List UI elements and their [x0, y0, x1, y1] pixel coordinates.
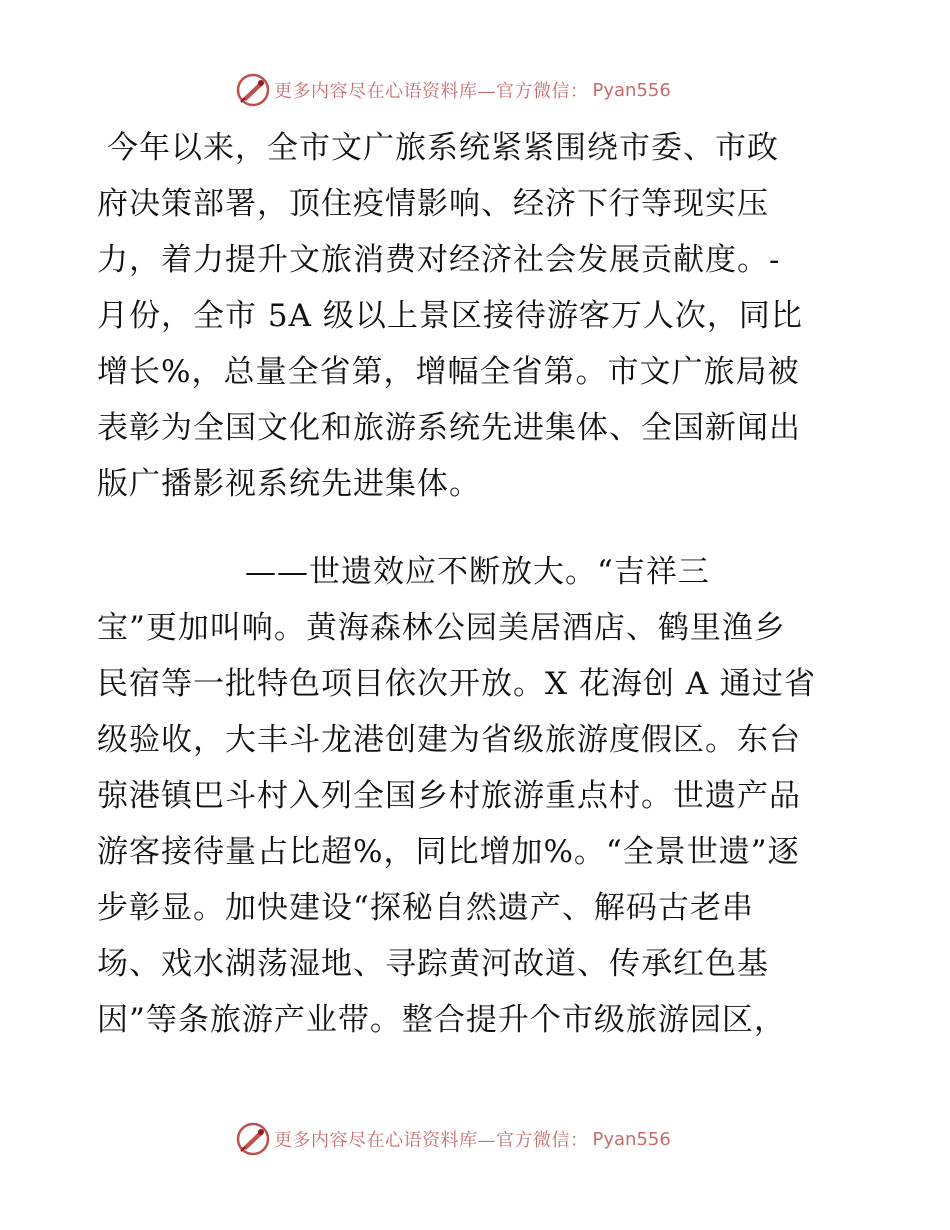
- library-logo-icon: [236, 1122, 270, 1156]
- text-line: 府决策部署，顶住疫情影响、经济下行等现实压: [97, 186, 769, 222]
- text-line: ——世遗效应不断放大。“吉祥三: [245, 554, 710, 590]
- text-line: 月份，全市 5A 级以上景区接待游客万人次，同比: [97, 298, 803, 334]
- paragraph-1: [97, 120, 857, 512]
- text-line: 场、戏水湖荡湿地、寻踪黄河故道、传承红色基: [97, 946, 769, 982]
- banner-text: 更多内容尽在心语资料库—官方微信：: [274, 81, 589, 102]
- library-logo-icon: [236, 73, 270, 107]
- banner-wechat-id: Pyan556: [592, 79, 671, 101]
- text-line: 宝”更加叫响。黄海森林公园美居酒店、鹤里渔乡: [97, 610, 786, 646]
- header-banner: [236, 72, 671, 108]
- footer-banner: [236, 1121, 671, 1157]
- text-line: 增长%，总量全省第，增幅全省第。市文广旅局被: [97, 354, 800, 390]
- text-line: 步彰显。加快建设“探秘自然遗产、解码古老串: [97, 890, 754, 926]
- text-line: 今年以来，全市文广旅系统紧紧围绕市委、市政: [107, 130, 779, 166]
- text-line: 弶港镇巴斗村入列全国乡村旅游重点村。世遗产品: [97, 778, 801, 814]
- text-line: 表彰为全国文化和旅游系统先进集体、全国新闻出: [97, 410, 801, 446]
- text-line: 因”等条旅游产业带。整合提升个市级旅游园区，: [97, 1002, 786, 1038]
- banner-wechat-id: Pyan556: [592, 1128, 671, 1150]
- text-line: 力，着力提升文旅消费对经济社会发展贡献度。-: [97, 242, 781, 278]
- banner-text: 更多内容尽在心语资料库—官方微信：: [274, 1130, 589, 1151]
- text-line: 游客接待量占比超%，同比增加%。“全景世遗”逐: [97, 834, 800, 870]
- text-line: 民宿等一批特色项目依次开放。X 花海创 A 通过省: [97, 666, 817, 702]
- text-line: 级验收，大丰斗龙港创建为省级旅游度假区。东台: [97, 722, 801, 758]
- paragraph-2: [97, 544, 857, 1048]
- text-line: 版广播影视系统先进集体。: [97, 466, 481, 502]
